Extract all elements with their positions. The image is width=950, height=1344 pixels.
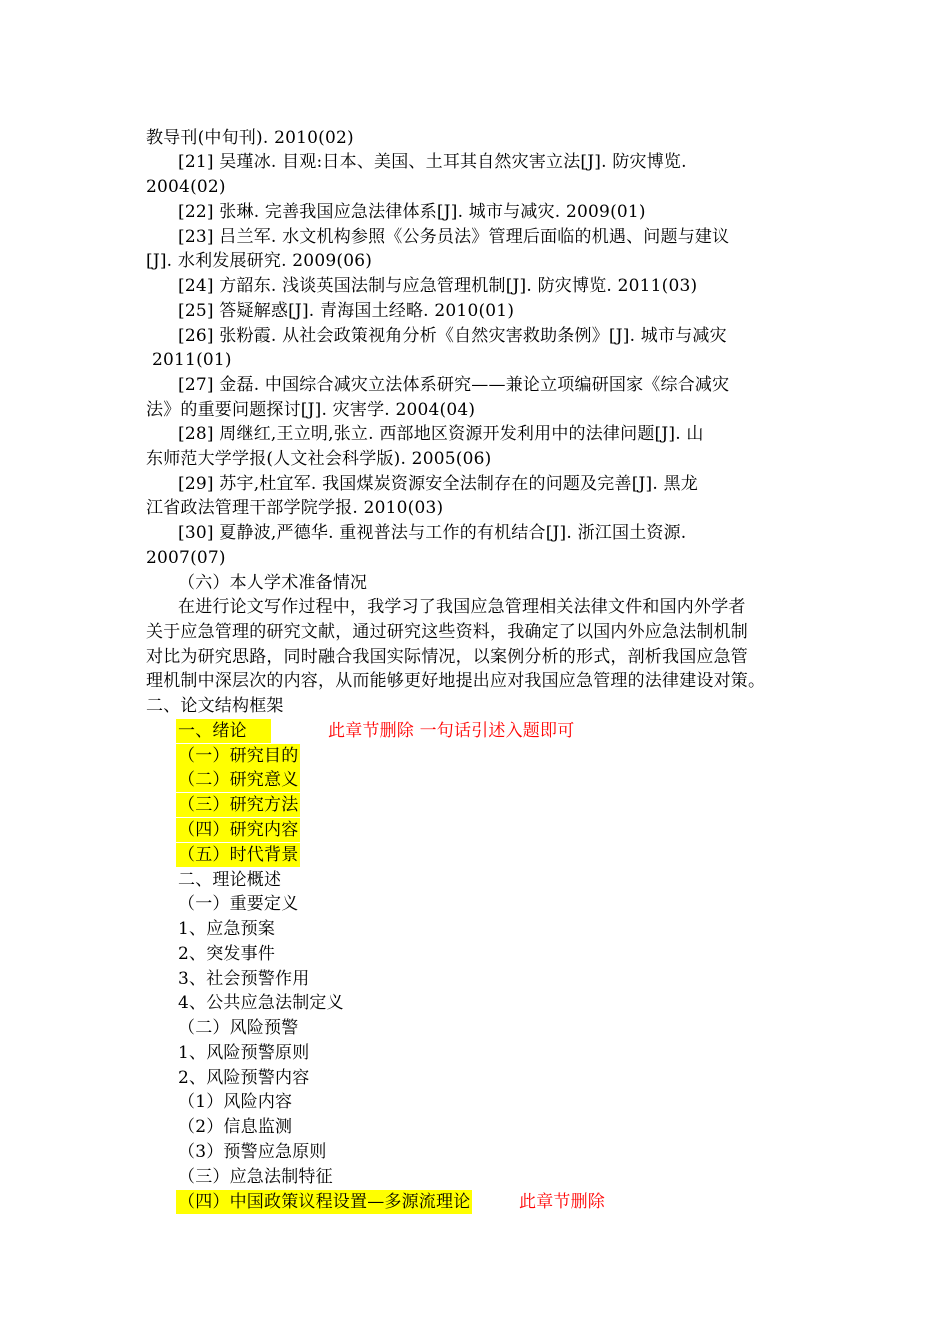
outline-item-highlighted: （四）研究内容 xyxy=(178,820,299,840)
outline-subsection: 1、应急预案 xyxy=(178,919,276,939)
section-heading-academic-preparation: （六）本人学术准备情况 xyxy=(178,573,368,593)
outline-subsection: 3、社会预警作用 xyxy=(178,969,310,989)
reference-26-cont: 2011(01) xyxy=(152,350,232,370)
reference-23: [23] 吕兰军. 水文机构参照《公务员法》管理后面临的机遇、问题与建议 xyxy=(178,227,730,247)
reference-30-cont: 2007(07) xyxy=(146,548,226,568)
outline-subsection: 2、突发事件 xyxy=(178,944,276,964)
paragraph-line: 在进行论文写作过程中，我学习了我国应急管理相关法律文件和国内外学者 xyxy=(178,597,746,617)
outline-subsection: 2、风险预警内容 xyxy=(178,1068,310,1088)
outline-item: （2）信息监测 xyxy=(178,1117,293,1137)
outline-subsection: 4、公共应急法制定义 xyxy=(178,993,344,1013)
reference-24: [24] 方韶东. 浅谈英国法制与应急管理机制[J]. 防灾博览. 2011(03) xyxy=(178,276,698,296)
reference-28-cont: 东师范大学学报(人文社会科学版). 2005(06) xyxy=(146,449,492,469)
outline-item-highlighted: （一）研究目的 xyxy=(178,746,299,766)
outline-chapter-1-highlighted: 一、绪论 xyxy=(176,719,271,743)
outline-section: （一）重要定义 xyxy=(178,894,299,914)
section-heading-framework: 二、论文结构框架 xyxy=(146,696,284,716)
reference-27-cont: 法》的重要问题探讨[J]. 灾害学. 2004(04) xyxy=(146,400,476,420)
reference-22: [22] 张琳. 完善我国应急法律体系[J]. 城市与减灾. 2009(01) xyxy=(178,202,646,222)
reference-27: [27] 金磊. 中国综合减灾立法体系研究——兼论立项编研国家《综合减灾 xyxy=(178,375,730,395)
paragraph-line: 关于应急管理的研究文献，通过研究这些资料，我确定了以国内外应急法制机制 xyxy=(146,622,748,642)
reference-21-cont: 2004(02) xyxy=(146,177,226,197)
reference-25: [25] 答疑解惑[J]. 青海国土经略. 2010(01) xyxy=(178,301,515,321)
outline-section: （三）应急法制特征 xyxy=(178,1167,333,1187)
reference-20-tail: 教导刊(中旬刊). 2010(02) xyxy=(146,128,354,148)
outline-item: （3）预警应急原则 xyxy=(178,1142,327,1162)
paragraph-line: 理机制中深层次的内容，从而能够更好地提出应对我国应急管理的法律建设对策。 xyxy=(146,671,766,691)
outline-subsection: 1、风险预警原则 xyxy=(178,1043,310,1063)
reference-30: [30] 夏静波,严德华. 重视普法与工作的有机结合[J]. 浙江国土资源. xyxy=(178,523,687,543)
outline-item-highlighted: （二）研究意义 xyxy=(178,770,299,790)
outline-section-highlighted: （四）中国政策议程设置—多源流理论 xyxy=(178,1192,471,1212)
review-note-delete-chapter: 此章节删除 一句话引述入题即可 xyxy=(328,721,575,741)
reference-29: [29] 苏宇,杜宜军. 我国煤炭资源安全法制存在的问题及完善[J]. 黑龙 xyxy=(178,474,698,494)
outline-item-highlighted: （三）研究方法 xyxy=(178,795,299,815)
reference-21: [21] 吴瑾冰. 目观:日本、美国、土耳其自然灾害立法[J]. 防灾博览. xyxy=(178,152,687,172)
reference-23-cont: [J]. 水利发展研究. 2009(06) xyxy=(146,251,373,271)
reference-29-cont: 江省政法管理干部学院学报. 2010(03) xyxy=(146,498,444,518)
outline-chapter-2: 二、理论概述 xyxy=(178,870,282,890)
paragraph-line: 对比为研究思路，同时融合我国实际情况，以案例分析的形式，剖析我国应急管 xyxy=(146,647,748,667)
outline-section: （二）风险预警 xyxy=(178,1018,299,1038)
outline-item-highlighted: （五）时代背景 xyxy=(178,845,299,865)
review-note-delete-chapter: 此章节删除 xyxy=(519,1192,605,1212)
outline-item: （1）风险内容 xyxy=(178,1092,293,1112)
reference-26: [26] 张粉霞. 从社会政策视角分析《自然灾害救助条例》[J]. 城市与减灾 xyxy=(178,326,727,346)
reference-28: [28] 周继红,王立明,张立. 西部地区资源开发利用中的法律问题[J]. 山 xyxy=(178,424,704,444)
